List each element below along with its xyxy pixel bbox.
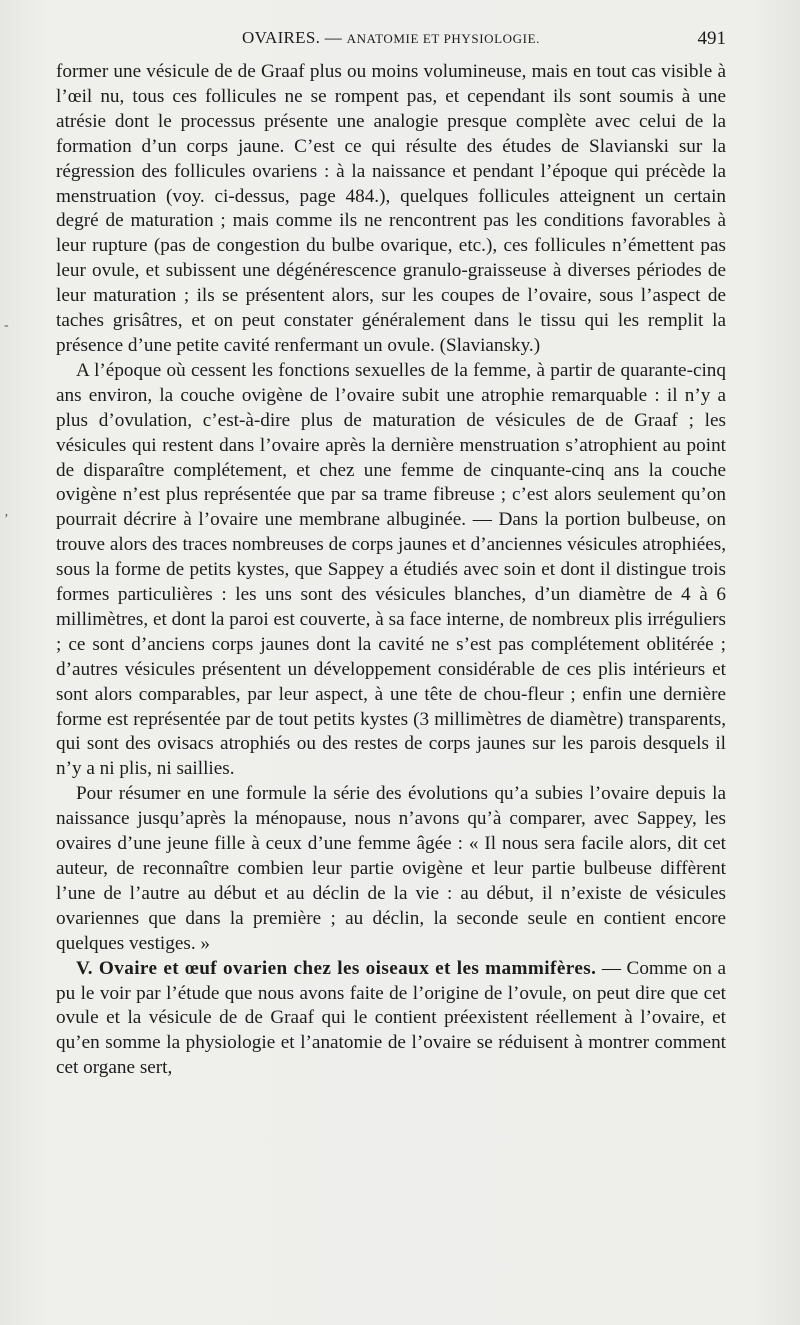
- margin-mark: -: [4, 318, 9, 333]
- margin-mark: ’: [4, 512, 9, 527]
- section-text: — Comme on a pu le voir par l’étude que nous avons faite de l’origine de l’ovule, on peut dire que cet ovule et la vésicule de de Graaf qui le contient préexistent réellement à l’ovaire, et qu’en somme la physiologie et l’anatomie de l’ovaire se réduisent à montrer comment cet organe sert,: [56, 957, 727, 1079]
- running-title-main: OVAIRES. —: [242, 28, 343, 47]
- running-header: [56, 28, 726, 52]
- paragraph: former une vésicule de de Graaf plus ou moins volumineuse, mais en tout cas visible à l’œil nu, tous ces follicules ne se rompent pas, et cependant ils sont soumis à une atrésie dont le processus présente une analogie presque complète avec celui de la formation d’un corps jaune. C’est ce qui résulte des études de Slavianski sur la régression des follicules ovariens : à la naissance et pendant l’époque qui précède la menstruation (voy. ci-dessus, page 484.), quelques follicules atteignent un certain degré de maturation ; mais comme ils ne rencontrent pas les conditions favorables à leur rupture (pas de congestion du bulbe ovarique, etc.), ces follicules n’émettent pas leur ovule, et subissent une dégénérescence granulo-graisseuse à diverses périodes de leur maturation ; ils se présentent alors, sur les coupes de l’ovaire, sous l’aspect de taches grisâtres, et on peut constater généralement dans le tissu qui les remplit la présence d’une petite cavité renfermant un ovule. (Slaviansky.): [56, 61, 726, 356]
- page-number: 491: [697, 28, 726, 49]
- section-heading: V. Ovaire et œuf ovarien chez les oiseaux et les mammifères.: [76, 957, 597, 979]
- page-body: [56, 60, 726, 1081]
- running-title: [56, 28, 726, 48]
- paragraph: Pour résumer en une formule la série des évolutions qu’a subies l’ovaire depuis la naissance jusqu’après la ménopause, nous n’avons qu’à comparer, avec Sappey, les ovaires d’une jeune fille à ceux d’une femme âgée : « Il nous sera facile alors, dit cet auteur, de reconnaître combien leur partie ovigène et leur partie bulbeuse diffèrent l’une de l’autre au début et au déclin de la vie : au début, il n’existe de vésicules ovariennes que dans la première ; au déclin, la seconde seule en contient encore quelques vestiges. »: [56, 783, 726, 954]
- section-paragraph: [56, 957, 726, 1082]
- running-title-sub: ANATOMIE ET PHYSIOLOGIE.: [346, 31, 540, 46]
- paragraph: A l’époque où cessent les fonctions sexuelles de la femme, à partir de quarante-cinq ans environ, la couche ovigène de l’ovaire subit une atrophie remarquable : il n’y a plus d’ovulation, c’est-à-dire plus de maturation de vésicules de de Graaf ; les vésicules qui restent dans l’ovaire après la dernière menstruation s’atrophient au point de disparaître complétement, et chez une femme de cinquante-cinq ans la couche ovigène n’est plus représentée que par sa trame fibreuse ; c’est alors seulement qu’on pourrait décrire à l’ovaire une membrane albuginée. — Dans la portion bulbeuse, on trouve alors des traces nombreuses de corps jaunes et d’anciennes vésicules atrophiées, sous la forme de petits kystes, que Sappey a étudiés avec soin et dont il distingue trois formes particulières : les uns sont des vésicules blanches, d’un diamètre de 4 à 6 millimètres, et dont la paroi est couverte, à sa face interne, de nombreux plis irréguliers ; ce sont d’anciens corps jaunes dont la cavité ne s’est pas complétement oblitérée ; d’autres vésicules présentent un développement considérable de ces plis intérieurs et sont alors comparables, par leur aspect, à une tête de chou-fleur ; enfin une dernière forme est représentée par de tout petits kystes (3 millimètres de diamètre) transparents, qui sont des ovisacs atrophiés ou des restes de corps jaunes sur les parois desquels il n’y a ni plis, ni saillies.: [56, 359, 726, 780]
